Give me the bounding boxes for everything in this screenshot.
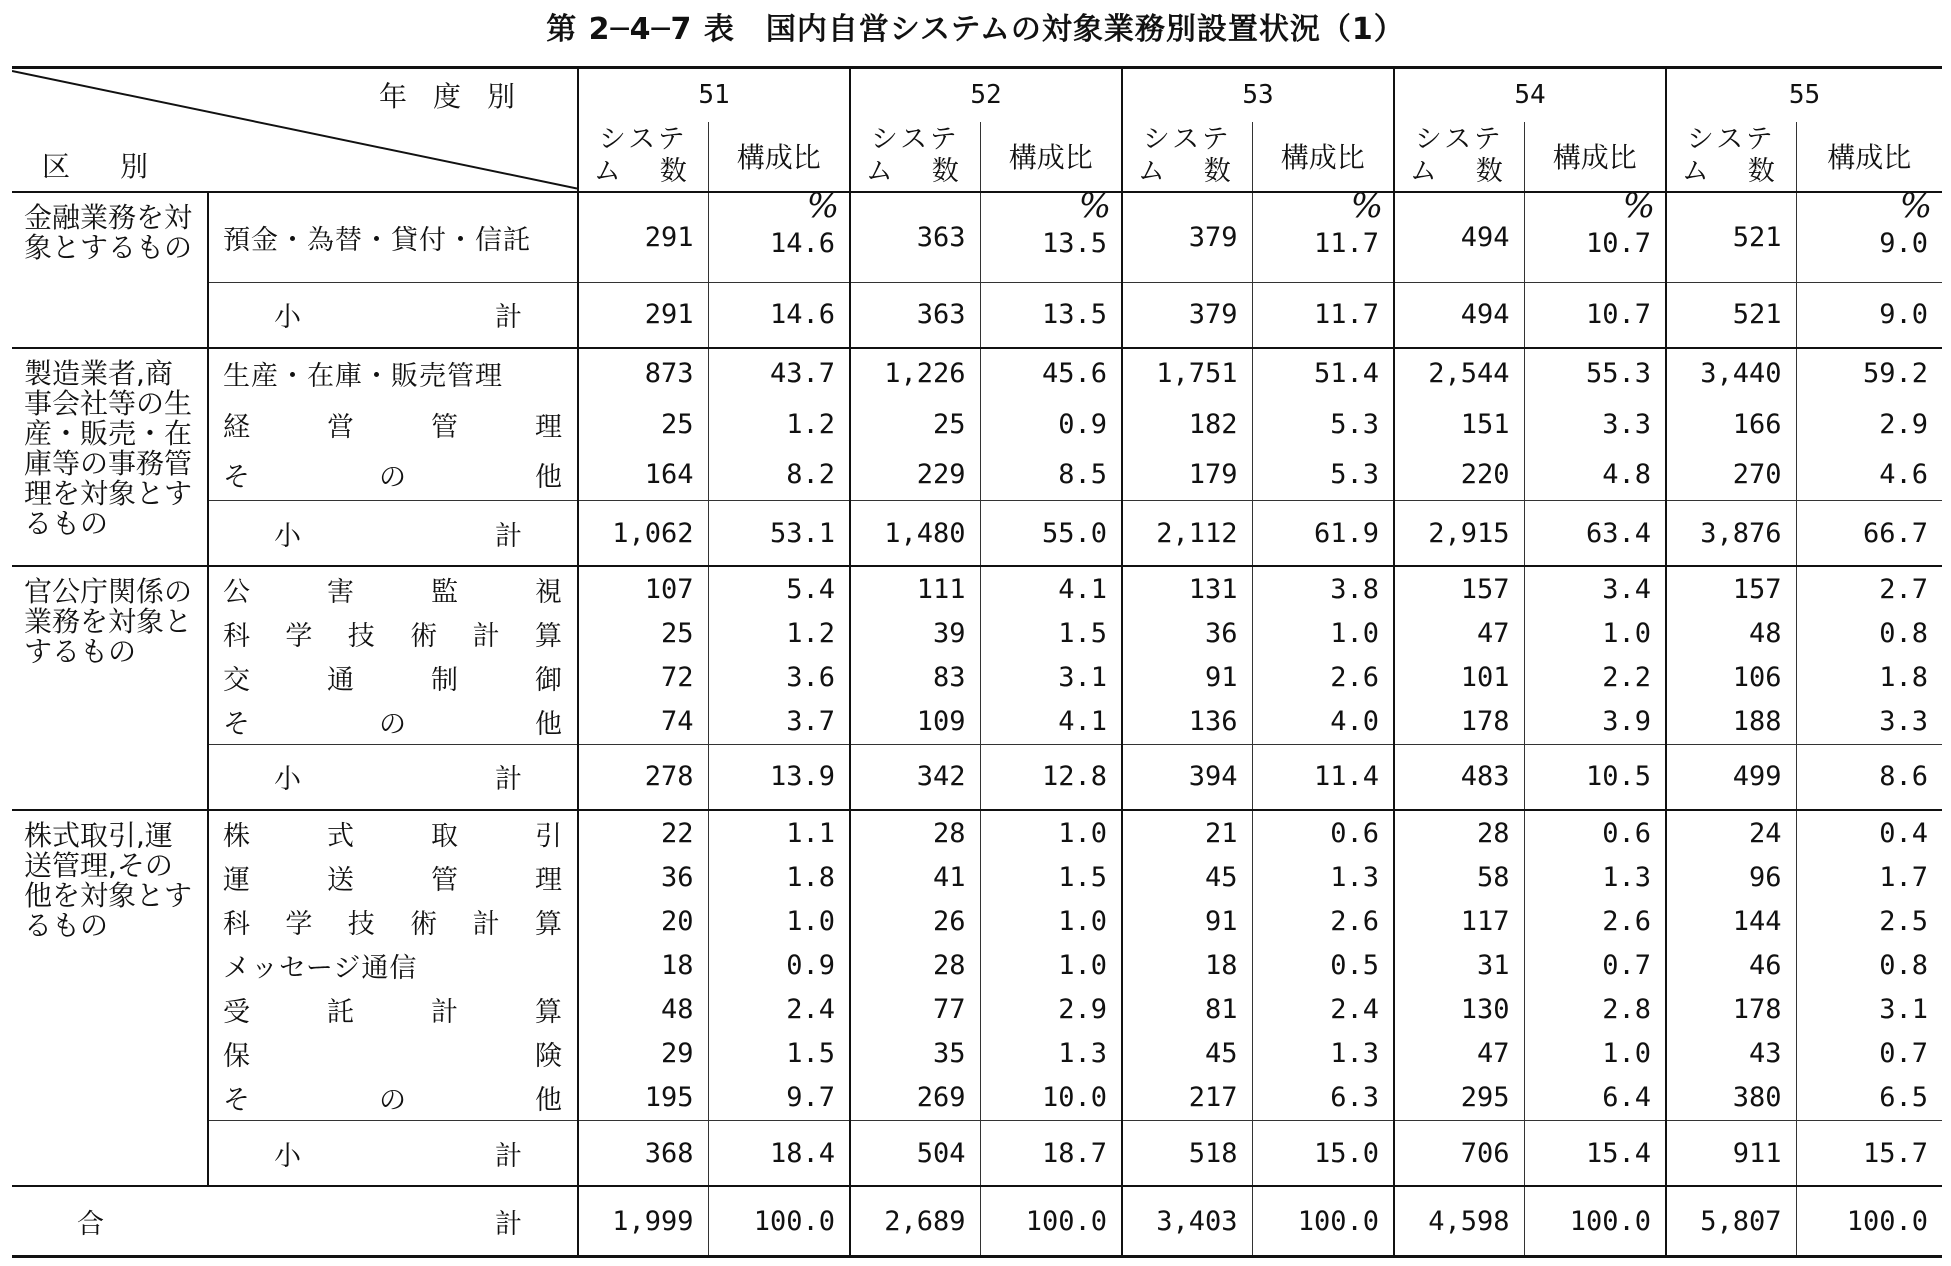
ratio-cell: 0.5 (1252, 943, 1394, 987)
ratio-cell: 4.1 (980, 700, 1122, 745)
percent-mark: % (806, 185, 839, 226)
systems-cell: 521 (1666, 192, 1796, 283)
table-row (12, 192, 1942, 283)
table-title: 第 2─4─7 表 国内自営システムの対象業務別設置状況（1） (546, 12, 1405, 47)
ratio-cell: 10.5 (1524, 744, 1666, 810)
systems-cell: 130 (1394, 988, 1524, 1032)
systems-cell: 28 (850, 810, 980, 855)
ratio-cell: 2.6 (1252, 655, 1394, 699)
ratio-cell: 15.0 (1252, 1121, 1394, 1187)
header-systems-52 (850, 122, 980, 192)
systems-cell: 47 (1394, 1032, 1524, 1076)
header-category-label: 区別 (42, 149, 199, 183)
item-label: その他 (208, 1076, 578, 1121)
ratio-value: 10.7 (1585, 227, 1651, 259)
ratio-cell: 1.8 (708, 855, 850, 899)
systems-cell: 3,403 (1122, 1186, 1252, 1256)
ratio-cell: 5.3 (1252, 450, 1394, 501)
ratio-cell: 0.8 (1796, 611, 1942, 655)
ratio-cell: 1.0 (1252, 611, 1394, 655)
systems-cell: 111 (850, 566, 980, 611)
ratio-cell: 3.7 (708, 700, 850, 745)
table-row (12, 899, 1942, 943)
subtotal-row (12, 282, 1942, 348)
installation-status-table (12, 66, 1942, 1258)
table-row (12, 450, 1942, 501)
category-label: 金融業務を対象とするもの (24, 200, 193, 264)
ratio-cell: 10.7 (1524, 282, 1666, 348)
ratio-cell: 13.9 (708, 744, 850, 810)
ratio-cell: 55.0 (980, 500, 1122, 566)
header-systems-54 (1394, 122, 1524, 192)
ratio-cell: 1.3 (1252, 855, 1394, 899)
item-label: 交通制御 (208, 655, 578, 699)
item-label: 科学技術計算 (208, 611, 578, 655)
systems-cell: 45 (1122, 855, 1252, 899)
table-row (12, 655, 1942, 699)
systems-cell: 26 (850, 899, 980, 943)
systems-cell: 195 (578, 1076, 708, 1121)
systems-cell: 74 (578, 700, 708, 745)
ratio-cell: 9.0 (1796, 282, 1942, 348)
ratio-cell: 8.5 (980, 450, 1122, 501)
ratio-cell: 13.5 (980, 282, 1122, 348)
ratio-cell: 100.0 (1796, 1186, 1942, 1256)
ratio-cell: 2.4 (708, 988, 850, 1032)
ratio-cell: 43.7 (708, 348, 850, 399)
percent-mark: % (1899, 185, 1932, 226)
systems-cell: 25 (578, 611, 708, 655)
ratio-cell: 1.5 (980, 611, 1122, 655)
ratio-cell: 6.4 (1524, 1076, 1666, 1121)
table-row (12, 611, 1942, 655)
systems-cell: 2,112 (1122, 500, 1252, 566)
systems-cell: 278 (578, 744, 708, 810)
table-row (12, 348, 1942, 399)
ratio-cell: 4.1 (980, 566, 1122, 611)
ratio-cell: 3.6 (708, 655, 850, 699)
systems-cell: 269 (850, 1076, 980, 1121)
ratio-cell: 2.5 (1796, 899, 1942, 943)
ratio-cell: 59.2 (1796, 348, 1942, 399)
systems-cell: 157 (1666, 566, 1796, 611)
systems-cell: 77 (850, 988, 980, 1032)
ratio-cell: 0.4 (1796, 810, 1942, 855)
systems-cell: 151 (1394, 399, 1524, 450)
systems-cell: 229 (850, 450, 980, 501)
ratio-value: 13.5 (1041, 227, 1107, 259)
ratio-cell: 2.7 (1796, 566, 1942, 611)
ratio-cell: 1.0 (980, 943, 1122, 987)
systems-cell: 2,544 (1394, 348, 1524, 399)
ratio-cell: 66.7 (1796, 500, 1942, 566)
systems-cell: 1,751 (1122, 348, 1252, 399)
subtotal-label: 小 計 (208, 282, 578, 348)
ratio-cell: 100.0 (1252, 1186, 1394, 1256)
ratio-cell: 1.7 (1796, 855, 1942, 899)
category-label: 株式取引,運送管理,その他を対象とするもの (24, 818, 193, 942)
systems-cell: 3,440 (1666, 348, 1796, 399)
ratio-cell: 3.3 (1796, 700, 1942, 745)
ratio-cell: 9.7 (708, 1076, 850, 1121)
subtotal-label: 小 計 (208, 500, 578, 566)
item-label: 経営管理 (208, 399, 578, 450)
table-row (12, 810, 1942, 855)
systems-cell: 83 (850, 655, 980, 699)
ratio-cell: 1.0 (980, 810, 1122, 855)
header-systems-line2: ム 数 (1137, 156, 1237, 187)
systems-cell: 178 (1394, 700, 1524, 745)
header-systems-line1: システ (1686, 124, 1776, 155)
item-label: 株式取引 (208, 810, 578, 855)
systems-cell: 521 (1666, 282, 1796, 348)
systems-cell: 131 (1122, 566, 1252, 611)
systems-cell: 117 (1394, 899, 1524, 943)
systems-cell: 136 (1122, 700, 1252, 745)
item-label: その他 (208, 450, 578, 501)
systems-cell: 379 (1122, 192, 1252, 283)
systems-cell: 363 (850, 192, 980, 283)
ratio-cell: 6.5 (1796, 1076, 1942, 1121)
systems-cell: 48 (1666, 611, 1796, 655)
ratio-cell: 1.1 (708, 810, 850, 855)
ratio-cell: 1.2 (708, 399, 850, 450)
systems-cell: 157 (1394, 566, 1524, 611)
ratio-cell: 1.8 (1796, 655, 1942, 699)
header-systems-line2: ム 数 (865, 156, 965, 187)
table-row (12, 700, 1942, 745)
systems-cell: 1,226 (850, 348, 980, 399)
systems-cell: 109 (850, 700, 980, 745)
ratio-cell: 4.8 (1524, 450, 1666, 501)
systems-cell: 91 (1122, 899, 1252, 943)
systems-cell: 45 (1122, 1032, 1252, 1076)
systems-cell: 29 (578, 1032, 708, 1076)
systems-cell: 36 (1122, 611, 1252, 655)
table-row (12, 943, 1942, 987)
ratio-cell: 8.6 (1796, 744, 1942, 810)
table-row (12, 855, 1942, 899)
total-row (12, 1186, 1942, 1256)
table-header (12, 68, 1942, 192)
item-label: 運送管理 (208, 855, 578, 899)
header-year-55: 55 (1666, 68, 1942, 122)
ratio-cell: 4.6 (1796, 450, 1942, 501)
systems-cell: 2,689 (850, 1186, 980, 1256)
ratio-cell: 1.0 (980, 899, 1122, 943)
systems-cell: 18 (578, 943, 708, 987)
ratio-cell (1796, 185, 1942, 283)
item-label: その他 (208, 700, 578, 745)
ratio-cell: 15.7 (1796, 1121, 1942, 1187)
ratio-cell: 0.8 (1796, 943, 1942, 987)
header-systems-line1: システ (1142, 124, 1232, 155)
ratio-cell: 15.4 (1524, 1121, 1666, 1187)
ratio-cell: 5.4 (708, 566, 850, 611)
ratio-cell: 1.3 (1524, 855, 1666, 899)
header-year-label: 年度別 (378, 80, 541, 113)
header-systems-line2: ム 数 (1409, 156, 1509, 187)
systems-cell: 28 (1394, 810, 1524, 855)
systems-cell: 342 (850, 744, 980, 810)
systems-cell: 39 (850, 611, 980, 655)
systems-cell: 394 (1122, 744, 1252, 810)
ratio-cell: 0.9 (980, 399, 1122, 450)
header-ratio-55: 構成比 (1796, 122, 1942, 192)
systems-cell: 179 (1122, 450, 1252, 501)
ratio-cell: 1.3 (1252, 1032, 1394, 1076)
ratio-cell: 100.0 (708, 1186, 850, 1256)
systems-cell: 96 (1666, 855, 1796, 899)
percent-mark: % (1622, 185, 1655, 226)
systems-cell: 21 (1122, 810, 1252, 855)
ratio-cell: 0.6 (1524, 810, 1666, 855)
systems-cell: 220 (1394, 450, 1524, 501)
ratio-cell: 10.0 (980, 1076, 1122, 1121)
systems-cell: 5,807 (1666, 1186, 1796, 1256)
systems-cell: 363 (850, 282, 980, 348)
ratio-cell: 6.3 (1252, 1076, 1394, 1121)
systems-cell: 494 (1394, 282, 1524, 348)
item-label: 公害監視 (208, 566, 578, 611)
systems-cell: 291 (578, 282, 708, 348)
header-ratio-52: 構成比 (980, 122, 1122, 192)
systems-cell: 188 (1666, 700, 1796, 745)
systems-cell: 58 (1394, 855, 1524, 899)
ratio-cell: 55.3 (1524, 348, 1666, 399)
systems-cell: 35 (850, 1032, 980, 1076)
total-label: 合 計 (12, 1186, 578, 1256)
table-row (12, 1076, 1942, 1121)
systems-cell: 504 (850, 1121, 980, 1187)
systems-cell: 270 (1666, 450, 1796, 501)
systems-cell: 25 (850, 399, 980, 450)
header-systems-line1: システ (598, 124, 688, 155)
ratio-cell: 18.7 (980, 1121, 1122, 1187)
systems-cell: 48 (578, 988, 708, 1032)
ratio-cell: 18.4 (708, 1121, 850, 1187)
ratio-cell: 100.0 (1524, 1186, 1666, 1256)
systems-cell: 46 (1666, 943, 1796, 987)
subtotal-row (12, 500, 1942, 566)
ratio-cell: 8.2 (708, 450, 850, 501)
ratio-cell: 2.9 (1796, 399, 1942, 450)
category-label: 製造業者,商事会社等の生産・販売・在庫等の事務管理を対象とするもの (24, 356, 193, 540)
ratio-cell: 1.5 (708, 1032, 850, 1076)
table-row (12, 1032, 1942, 1076)
header-year-54: 54 (1394, 68, 1666, 122)
ratio-cell: 14.6 (708, 282, 850, 348)
header-systems-line1: システ (1414, 124, 1504, 155)
header-systems-51 (578, 122, 708, 192)
systems-cell: 166 (1666, 399, 1796, 450)
systems-cell: 24 (1666, 810, 1796, 855)
systems-cell: 91 (1122, 655, 1252, 699)
subtotal-label: 小 計 (208, 744, 578, 810)
percent-mark: % (1350, 185, 1383, 226)
systems-cell: 295 (1394, 1076, 1524, 1121)
systems-cell: 178 (1666, 988, 1796, 1032)
systems-cell: 379 (1122, 282, 1252, 348)
item-label: 保険 (208, 1032, 578, 1076)
systems-cell: 22 (578, 810, 708, 855)
systems-cell: 144 (1666, 899, 1796, 943)
systems-cell: 217 (1122, 1076, 1252, 1121)
header-ratio-54: 構成比 (1524, 122, 1666, 192)
systems-cell: 81 (1122, 988, 1252, 1032)
systems-cell: 36 (578, 855, 708, 899)
systems-cell: 483 (1394, 744, 1524, 810)
ratio-cell: 0.6 (1252, 810, 1394, 855)
systems-cell: 101 (1394, 655, 1524, 699)
ratio-cell: 1.3 (980, 1032, 1122, 1076)
header-corner-cell (12, 68, 578, 192)
item-label: 預金・為替・貸付・信託 (208, 192, 578, 283)
systems-cell: 1,062 (578, 500, 708, 566)
header-year-51: 51 (578, 68, 850, 122)
systems-cell: 25 (578, 399, 708, 450)
ratio-cell: 2.4 (1252, 988, 1394, 1032)
systems-cell: 107 (578, 566, 708, 611)
ratio-cell: 1.5 (980, 855, 1122, 899)
systems-cell: 41 (850, 855, 980, 899)
ratio-cell (980, 185, 1122, 283)
ratio-cell: 3.1 (980, 655, 1122, 699)
systems-cell: 164 (578, 450, 708, 501)
ratio-cell: 0.7 (1524, 943, 1666, 987)
ratio-cell: 5.3 (1252, 399, 1394, 450)
systems-cell: 1,999 (578, 1186, 708, 1256)
header-systems-55 (1666, 122, 1796, 192)
ratio-cell: 2.6 (1524, 899, 1666, 943)
systems-cell: 368 (578, 1121, 708, 1187)
header-ratio-53: 構成比 (1252, 122, 1394, 192)
systems-cell: 494 (1394, 192, 1524, 283)
systems-cell: 18 (1122, 943, 1252, 987)
ratio-cell: 4.0 (1252, 700, 1394, 745)
ratio-cell: 3.8 (1252, 566, 1394, 611)
subtotal-row (12, 744, 1942, 810)
category-label: 官公庁関係の業務を対象とするもの (24, 575, 193, 669)
systems-cell: 499 (1666, 744, 1796, 810)
ratio-cell: 2.6 (1252, 899, 1394, 943)
header-systems-line2: ム 数 (1681, 156, 1781, 187)
systems-cell: 873 (578, 348, 708, 399)
header-ratio-51: 構成比 (708, 122, 850, 192)
ratio-cell: 11.7 (1252, 282, 1394, 348)
table-row (12, 399, 1942, 450)
item-label: メッセージ通信 (208, 943, 578, 987)
systems-cell: 380 (1666, 1076, 1796, 1121)
header-systems-53 (1122, 122, 1252, 192)
subtotal-row (12, 1121, 1942, 1187)
ratio-cell (1252, 185, 1394, 283)
ratio-cell: 0.9 (708, 943, 850, 987)
header-systems-line1: システ (870, 124, 960, 155)
ratio-cell: 51.4 (1252, 348, 1394, 399)
ratio-cell: 53.1 (708, 500, 850, 566)
systems-cell: 4,598 (1394, 1186, 1524, 1256)
systems-cell: 20 (578, 899, 708, 943)
ratio-cell: 3.9 (1524, 700, 1666, 745)
systems-cell: 2,915 (1394, 500, 1524, 566)
systems-cell: 47 (1394, 611, 1524, 655)
ratio-cell: 61.9 (1252, 500, 1394, 566)
systems-cell: 182 (1122, 399, 1252, 450)
ratio-cell: 2.9 (980, 988, 1122, 1032)
ratio-cell: 2.8 (1524, 988, 1666, 1032)
ratio-cell: 100.0 (980, 1186, 1122, 1256)
ratio-cell: 2.2 (1524, 655, 1666, 699)
ratio-value: 9.0 (1879, 227, 1928, 259)
systems-cell: 31 (1394, 943, 1524, 987)
table-body (12, 185, 1942, 1257)
systems-cell: 28 (850, 943, 980, 987)
ratio-cell: 11.4 (1252, 744, 1394, 810)
systems-cell: 106 (1666, 655, 1796, 699)
systems-cell: 706 (1394, 1121, 1524, 1187)
ratio-value: 11.7 (1313, 227, 1379, 259)
ratio-cell (708, 185, 850, 283)
subtotal-label: 小 計 (208, 1121, 578, 1187)
ratio-cell: 3.3 (1524, 399, 1666, 450)
systems-cell: 518 (1122, 1121, 1252, 1187)
header-year-53: 53 (1122, 68, 1394, 122)
systems-cell: 72 (578, 655, 708, 699)
item-label: 受託計算 (208, 988, 578, 1032)
ratio-value: 14.6 (769, 227, 835, 259)
systems-cell: 1,480 (850, 500, 980, 566)
header-year-52: 52 (850, 68, 1122, 122)
ratio-cell: 1.2 (708, 611, 850, 655)
table-row (12, 566, 1942, 611)
ratio-cell (1524, 185, 1666, 283)
percent-mark: % (1078, 185, 1111, 226)
header-systems-line2: ム 数 (593, 156, 693, 187)
ratio-cell: 1.0 (1524, 611, 1666, 655)
ratio-cell: 1.0 (1524, 1032, 1666, 1076)
ratio-cell: 1.0 (708, 899, 850, 943)
ratio-cell: 12.8 (980, 744, 1122, 810)
systems-cell: 911 (1666, 1121, 1796, 1187)
ratio-cell: 45.6 (980, 348, 1122, 399)
systems-cell: 43 (1666, 1032, 1796, 1076)
table-row (12, 988, 1942, 1032)
systems-cell: 291 (578, 192, 708, 283)
ratio-cell: 0.7 (1796, 1032, 1942, 1076)
systems-cell: 3,876 (1666, 500, 1796, 566)
ratio-cell: 3.4 (1524, 566, 1666, 611)
item-label: 科学技術計算 (208, 899, 578, 943)
ratio-cell: 3.1 (1796, 988, 1942, 1032)
item-label: 生産・在庫・販売管理 (208, 348, 578, 399)
ratio-cell: 63.4 (1524, 500, 1666, 566)
